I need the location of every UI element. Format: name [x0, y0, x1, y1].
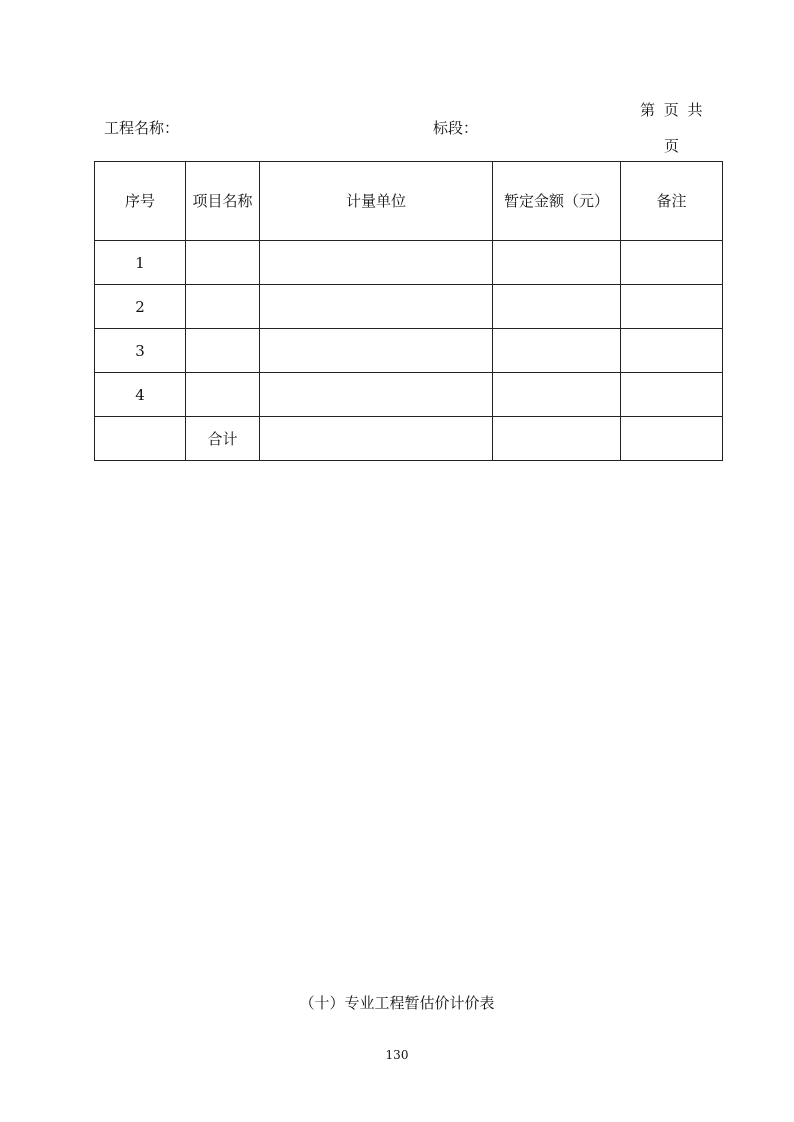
cell-note: [621, 241, 723, 285]
column-header-unit: 计量单位: [260, 162, 493, 241]
cell-name: [186, 329, 260, 373]
cell-unit: [260, 329, 493, 373]
cell-seq: 4: [95, 373, 186, 417]
cell-amount: [493, 329, 621, 373]
cell-note: [621, 285, 723, 329]
cell-seq: 3: [95, 329, 186, 373]
cell-name: [186, 373, 260, 417]
project-name-label: 工程名称：: [104, 119, 180, 137]
cell-name: [186, 241, 260, 285]
cell-note: [621, 373, 723, 417]
column-header-note: 备注: [621, 162, 723, 241]
cell-unit: [260, 417, 493, 461]
table-total-row: [95, 417, 723, 461]
table-row: [95, 329, 723, 373]
cell-note: [621, 329, 723, 373]
cell-amount: [493, 373, 621, 417]
cell-amount: [493, 241, 621, 285]
cell-seq: [95, 417, 186, 461]
table-header-row: [95, 162, 723, 241]
column-header-seq: 序号: [95, 162, 186, 241]
cell-seq: 2: [95, 285, 186, 329]
table-row: [95, 241, 723, 285]
cell-amount: [493, 285, 621, 329]
cell-note: [621, 417, 723, 461]
column-header-name: 项目名称: [186, 162, 260, 241]
cell-unit: [260, 373, 493, 417]
cell-unit: [260, 241, 493, 285]
page-info-line2: 页: [664, 137, 680, 155]
table-title: （十）专业工程暂估价计价表: [299, 994, 495, 1012]
page-info-line1: 第 页 共: [640, 101, 705, 119]
cell-seq: 1: [95, 241, 186, 285]
section-label: 标段：: [433, 119, 479, 137]
cell-total-label: 合计: [186, 417, 260, 461]
cell-unit: [260, 285, 493, 329]
table-row: [95, 373, 723, 417]
cell-amount: [493, 417, 621, 461]
provisional-sum-table: [94, 161, 723, 461]
column-header-amount: 暂定金额（元）: [493, 162, 621, 241]
table-row: [95, 285, 723, 329]
page-number: 130: [385, 1048, 409, 1062]
cell-name: [186, 285, 260, 329]
